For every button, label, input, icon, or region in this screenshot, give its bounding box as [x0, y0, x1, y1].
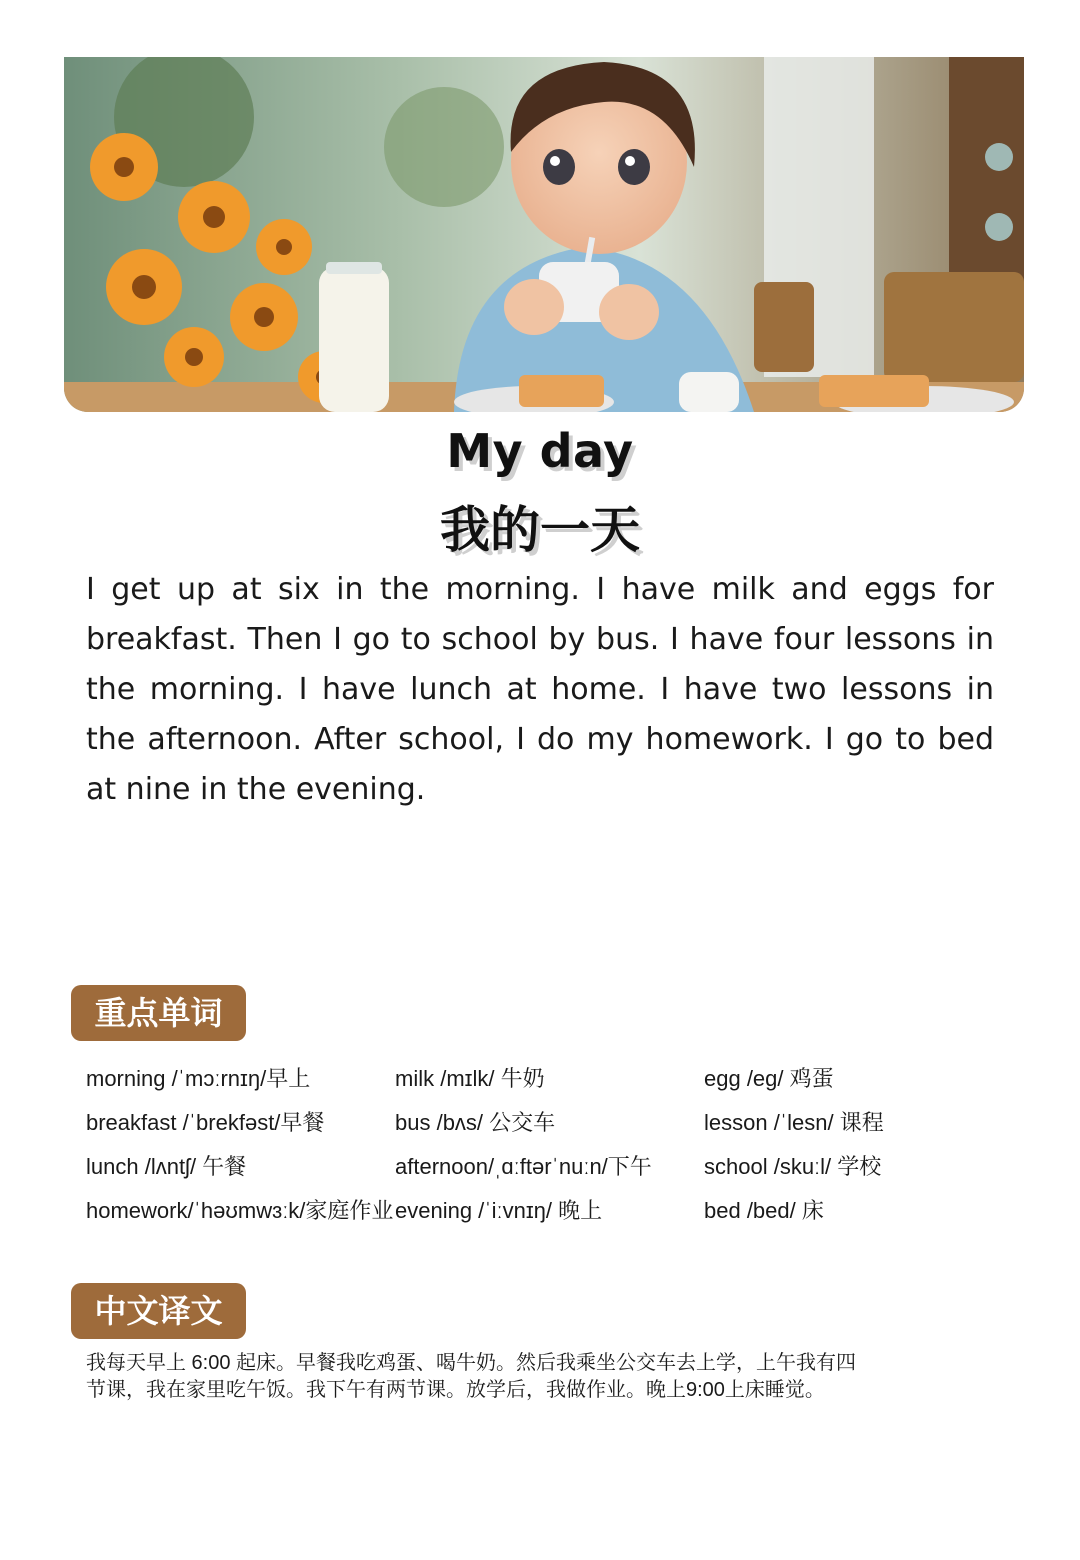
vocab-item: afternoon/ˌɑːftərˈnuːn/下午	[395, 1154, 652, 1179]
vocab-item: lunch /lʌntʃ/ 午餐	[86, 1154, 247, 1179]
vocab-item: lesson /ˈlesn/ 课程	[704, 1110, 884, 1135]
vocab-item: milk /mɪlk/ 牛奶	[395, 1066, 545, 1091]
page-title-english: My day	[446, 424, 634, 478]
reading-passage: I get up at six in the morning. I have milk and eggs for breakfast. Then I go to school by bus. I have four lessons in the morning. I have lunch at home. I have two lessons in the afternoon. After school, I do my homework. I go to bed at nine in the evening.	[86, 572, 994, 807]
vocab-item: bed /bed/ 床	[704, 1198, 824, 1223]
vocab-item: evening /ˈiːvnɪŋ/ 晚上	[395, 1198, 603, 1223]
vocab-item: homework/ˈhəʊmwɜːk/家庭作业	[86, 1198, 394, 1223]
vocab-section-tag: 重点单词	[71, 985, 246, 1041]
vocab-list	[86, 1057, 946, 1233]
vocab-item: bus /bʌs/ 公交车	[395, 1110, 556, 1135]
vocab-item: morning /ˈmɔːrnɪŋ/早上	[86, 1066, 311, 1091]
chinese-translation: 我每天早上 6:00 起床。早餐我吃鸡蛋、喝牛奶。然后我乘坐公交车去上学，上午我有四节课，我在家里吃午饭。我下午有两节课。放学后，我做作业。晚上9:00上床睡觉。	[86, 1352, 857, 1401]
page-title-chinese: 我的一天	[440, 500, 640, 559]
vocab-item: egg /eg/ 鸡蛋	[704, 1066, 834, 1091]
hero-illustration	[64, 57, 1024, 412]
translation-section-tag: 中文译文	[71, 1283, 246, 1339]
vocab-item: breakfast /ˈbrekfəst/早餐	[86, 1110, 325, 1135]
vocab-item: school /skuːl/ 学校	[704, 1154, 882, 1179]
